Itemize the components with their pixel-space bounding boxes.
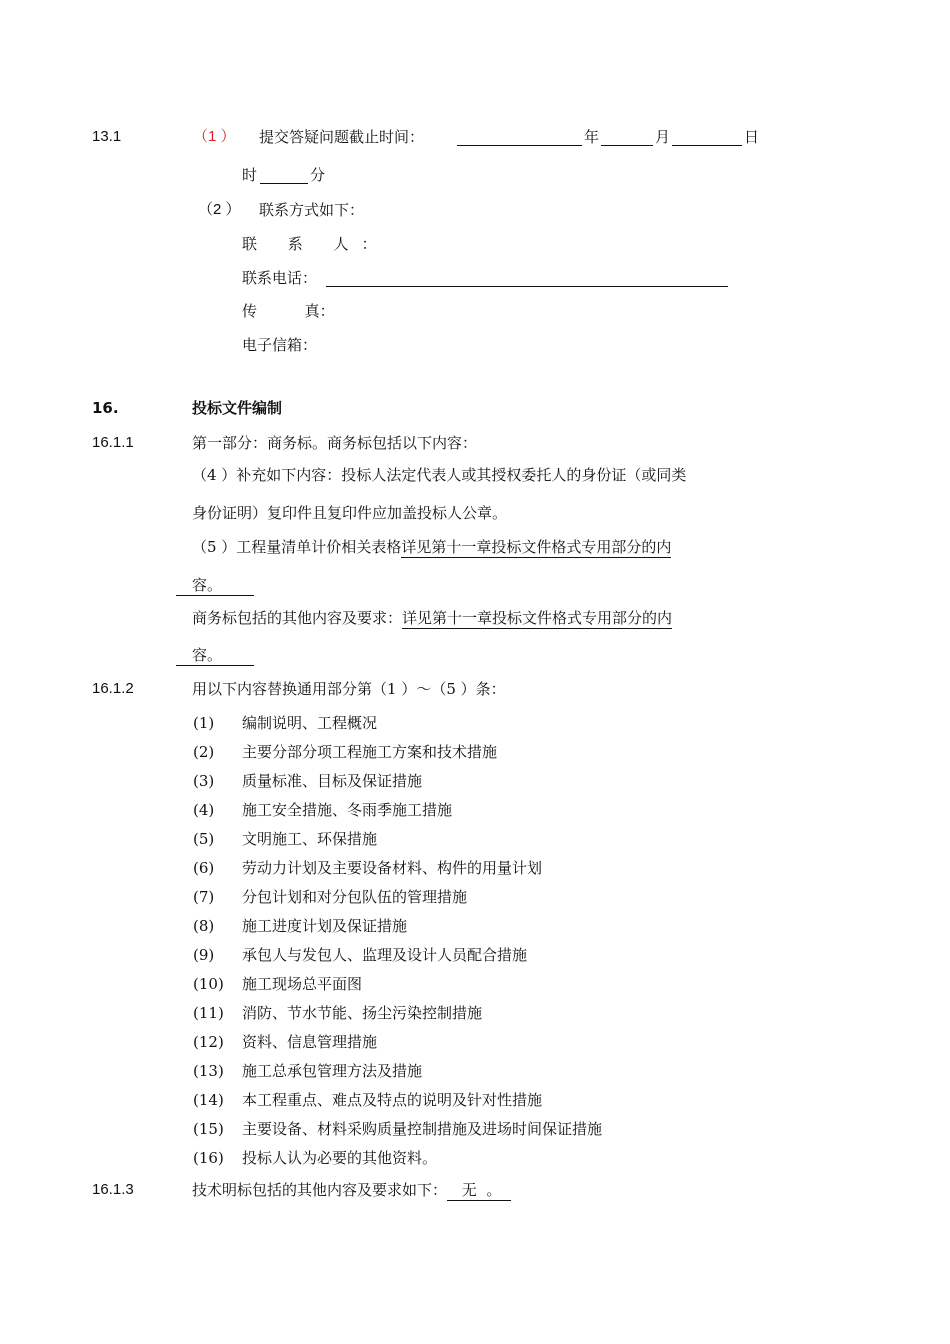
list-item-text: 施工安全措施、冬雨季施工措施: [242, 801, 453, 819]
clause-number-16-1-1: 16.1.1: [92, 434, 134, 451]
list-item-text: 质量标准、目标及保证措施: [242, 772, 423, 790]
contact-intro: 联系方式如下：: [259, 201, 365, 219]
list-item-number: (4): [193, 801, 215, 819]
item-5-reference: 详见第十一章投标文件格式专用部分的内: [401, 538, 672, 556]
list-item-text: 施工现场总平面图: [242, 975, 363, 993]
other-content-reference-cont: 容。: [176, 646, 254, 666]
list-item-text: 主要设备、材料采购质量控制措施及进场时间保证措施: [242, 1120, 603, 1138]
contact-person-label: 联 系 人：: [242, 235, 390, 253]
fax-label: 传 真：: [242, 302, 335, 320]
list-item-number: (1): [193, 714, 215, 732]
list-item-number: (2): [193, 743, 215, 761]
list-item-number: (8): [193, 917, 215, 935]
section-number-16: 16.: [92, 399, 119, 417]
list-item-text: 施工总承包管理方法及措施: [242, 1062, 423, 1080]
deadline-label: 提交答疑问题截止时间：: [259, 128, 425, 146]
year-blank: [457, 145, 582, 146]
list-item-text: 投标人认为必要的其他资料。: [242, 1149, 438, 1167]
list-item-text: 施工进度计划及保证措施: [242, 917, 408, 935]
list-item-number: (9): [193, 946, 215, 964]
list-item-text: 劳动力计划及主要设备材料、构件的用量计划: [242, 859, 543, 877]
list-item-text: 主要分部分项工程施工方案和技术措施: [242, 743, 498, 761]
item-4-line-1: （4 ）补充如下内容：投标人法定代表人或其授权委托人的身份证（或同类: [192, 466, 687, 484]
item-2-label: （2 ）: [198, 201, 241, 218]
contact-phone-label: 联系电话：: [242, 269, 318, 287]
list-item-number: (12): [193, 1033, 224, 1051]
technical-bid-text: 技术明标包括的其他内容及要求如下：: [192, 1181, 448, 1199]
list-item-text: 承包人与发包人、监理及设计人员配合措施: [242, 946, 528, 964]
month-blank: [601, 145, 653, 146]
list-item-number: (16): [193, 1149, 224, 1167]
item-1-label: （1 ）: [193, 128, 236, 145]
technical-bid-answer: 无 。: [447, 1181, 511, 1201]
day-blank: [672, 145, 742, 146]
list-item-text: 资料、信息管理措施: [242, 1033, 378, 1051]
clause-number-16-1-3: 16.1.3: [92, 1181, 134, 1198]
item-5-prefix: （5 ）工程量清单计价相关表格: [192, 538, 402, 556]
list-item-number: (10): [193, 975, 224, 993]
list-item-text: 编制说明、工程概况: [242, 714, 378, 732]
list-item-text: 分包计划和对分包队伍的管理措施: [242, 888, 468, 906]
other-content-prefix: 商务标包括的其他内容及要求：: [192, 609, 403, 627]
hour-label: 时: [242, 166, 258, 184]
replacement-intro: 用以下内容替换通用部分第（1 ）～（5 ）条：: [192, 680, 506, 698]
email-label: 电子信箱：: [242, 336, 318, 354]
list-item-number: (13): [193, 1062, 224, 1080]
list-item-number: (11): [193, 1004, 224, 1022]
clause-number-13-1: 13.1: [92, 128, 122, 145]
list-item-text: 文明施工、环保措施: [242, 830, 378, 848]
day-label: 日: [744, 128, 760, 146]
business-bid-intro: 第一部分：商务标。商务标包括以下内容：: [192, 434, 478, 452]
list-item-number: (6): [193, 859, 215, 877]
hour-blank: [260, 183, 308, 184]
list-item-text: 本工程重点、难点及特点的说明及针对性措施: [242, 1091, 543, 1109]
minute-label: 分: [310, 166, 326, 184]
section-title: 投标文件编制: [192, 399, 283, 417]
item-5-reference-cont: 容。: [176, 576, 254, 596]
list-item-number: (14): [193, 1091, 224, 1109]
month-label: 月: [655, 128, 671, 146]
phone-blank: [326, 286, 728, 287]
item-4-line-2: 身份证明）复印件且复印件应加盖投标人公章。: [192, 504, 508, 522]
technical-bid-line: [192, 1181, 511, 1199]
clause-number-16-1-2: 16.1.2: [92, 680, 134, 697]
list-item-number: (3): [193, 772, 215, 790]
other-content-line: [192, 609, 672, 627]
list-item-text: 消防、节水节能、扬尘污染控制措施: [242, 1004, 483, 1022]
list-item-number: (7): [193, 888, 215, 906]
list-item-number: (15): [193, 1120, 224, 1138]
other-content-reference: 详见第十一章投标文件格式专用部分的内: [402, 609, 673, 627]
year-label: 年: [584, 128, 600, 146]
item-5-line: [192, 538, 671, 556]
list-item-number: (5): [193, 830, 215, 848]
